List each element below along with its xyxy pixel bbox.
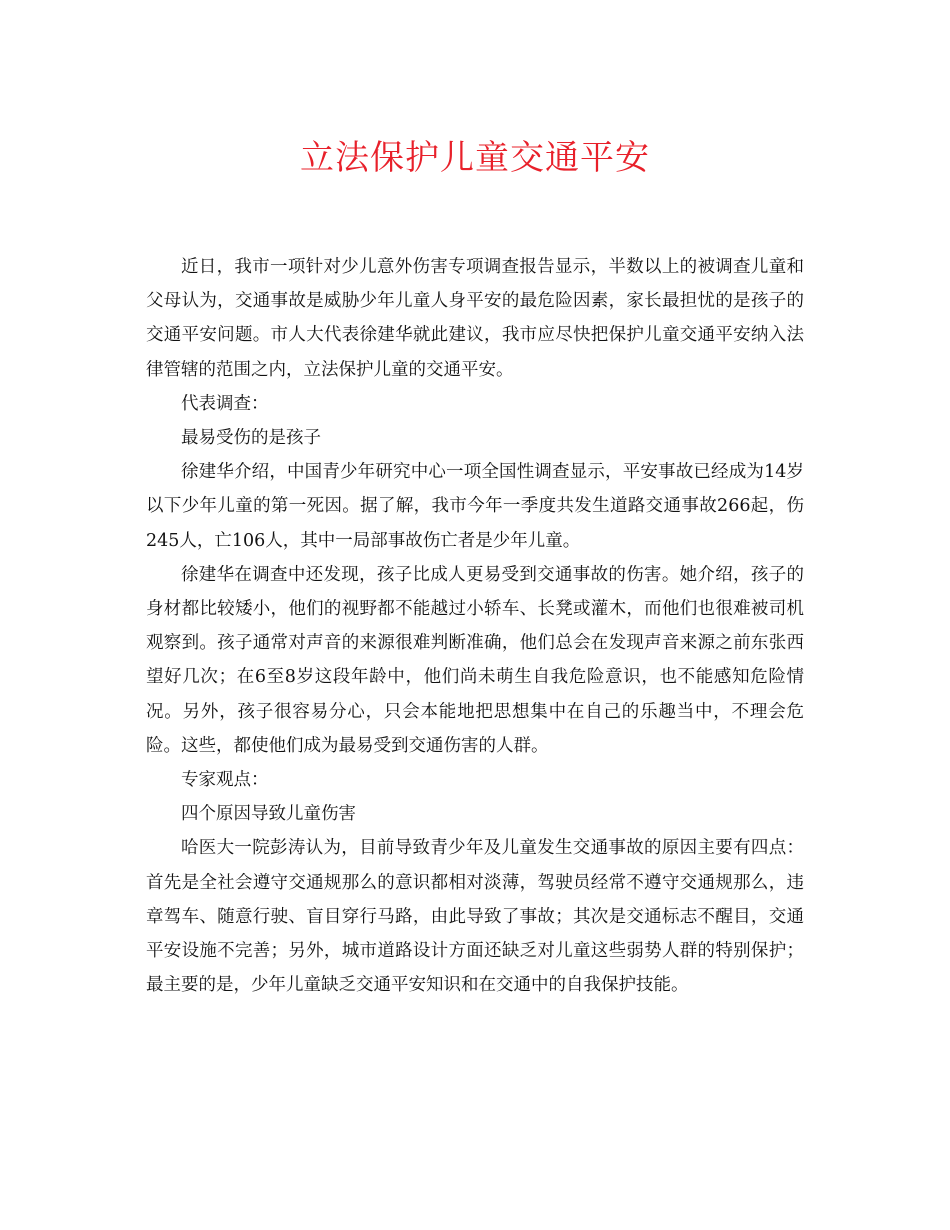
section-heading-representative-survey: 代表调查： [181, 393, 269, 414]
paragraph-intro: 近日，我市一项针对少儿意外伤害专项调查报告显示，半数以上的被调查儿童和父母认为，交通事故是威胁少年儿童人身平安的最危险因素，家长最担忧的是孩子的交通平安问题。市人大代表徐建华就此建议，我市应尽快把保护儿童交通平安纳入法律管辖的范围之内，立法保护儿童的交通平安。 [146, 257, 804, 380]
subheading-children-most-vulnerable: 最易受伤的是孩子 [181, 428, 321, 449]
subheading-four-causes: 四个原因导致儿童伤害 [181, 804, 356, 825]
paragraph-expert-analysis: 哈医大一院彭涛认为，目前导致青少年及儿童发生交通事故的原因主要有四点：首先是全社会遵守交通规那么的意识都相对淡薄，驾驶员经常不遵守交通规那么，违章驾车、随意行驶、盲目穿行马路，由此导致了事故；其次是交通标志不醒目，交通平安设施不完善；另外，城市道路设计方面还缺乏对儿童这些弱势人群的特别保护；最主要的是，少年儿童缺乏交通平安知识和在交通中的自我保护技能。 [146, 838, 804, 996]
document-body [146, 250, 804, 1002]
paragraph-vulnerability-reasons: 徐建华在调查中还发现，孩子比成人更易受到交通事故的伤害。她介绍，孩子的身材都比较矮小，他们的视野都不能越过小轿车、长凳或灌木，而他们也很难被司机观察到。孩子通常对声音的来源很难判断准确，他们总会在发现声音来源之前东张西望好几次；在6至8岁这段年龄中，他们尚未萌生自我危险意识，也不能感知危险情况。另外，孩子很容易分心，只会本能地把思想集中在自己的乐趣当中，不理会危险。这些，都使他们成为最易受到交通伤害的人群。 [146, 564, 804, 756]
paragraph-statistics: 徐建华介绍，中国青少年研究中心一项全国性调查显示，平安事故已经成为14岁以下少年儿童的第一死因。据了解，我市今年一季度共发生道路交通事故266起，伤245人，亡106人，其中一局部事故伤亡者是少年儿童。 [146, 462, 804, 551]
document-title: 立法保护儿童交通平安 [300, 138, 650, 178]
section-heading-expert-opinion: 专家观点： [181, 770, 269, 791]
